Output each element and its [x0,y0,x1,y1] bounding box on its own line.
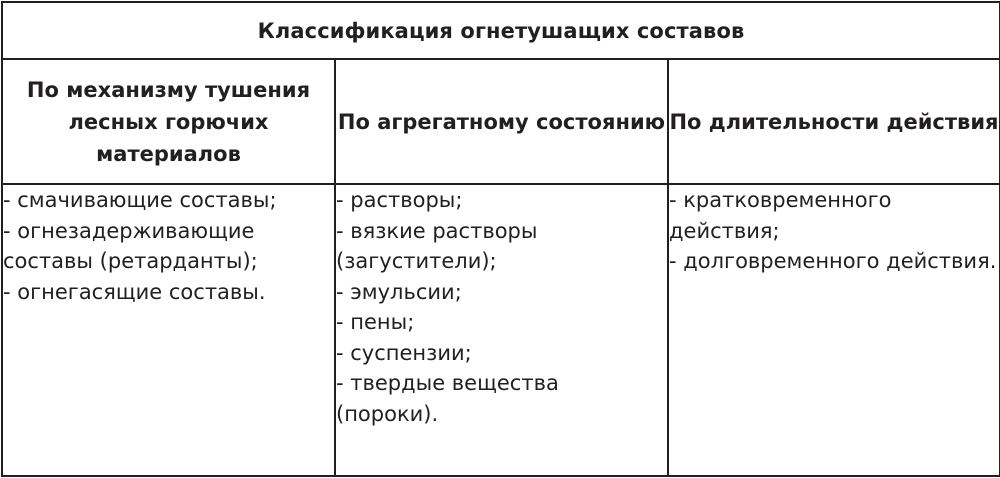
table-title: Классификация огнетушащих составов [2,2,1000,59]
list-item: - огнезадерживающие составы (ретарданты); [3,218,258,273]
list-item: - пены; [336,310,415,334]
title-row [2,2,1000,59]
list-item: - растворы; [336,188,463,212]
list-item: - суспензии; [336,340,472,365]
column-body-aggregate-state [335,184,668,476]
header-row [2,59,1000,184]
list-item: - вязкие растворы (загустители); [336,218,538,273]
column-header-aggregate-state: По агрегатному состоянию [335,59,668,184]
list-item: - смачивающие составы; [3,188,277,212]
column-body-mechanism [2,184,335,476]
list-item: - долговременного действия. [669,249,997,273]
list-item: - огнегасящие составы. [3,279,266,304]
list-item: - твердые вещества (пороки). [336,371,559,426]
column-header-duration: По длительности действия [668,59,1000,184]
list-item: - эмульсии; [336,279,462,304]
column-header-mechanism: По механизму тушения лесных горючих материалов [2,59,335,184]
classification-table [1,1,1000,477]
list-item: - кратковременного действия; [669,188,892,243]
body-row [2,184,1000,476]
column-body-duration [668,184,1000,476]
